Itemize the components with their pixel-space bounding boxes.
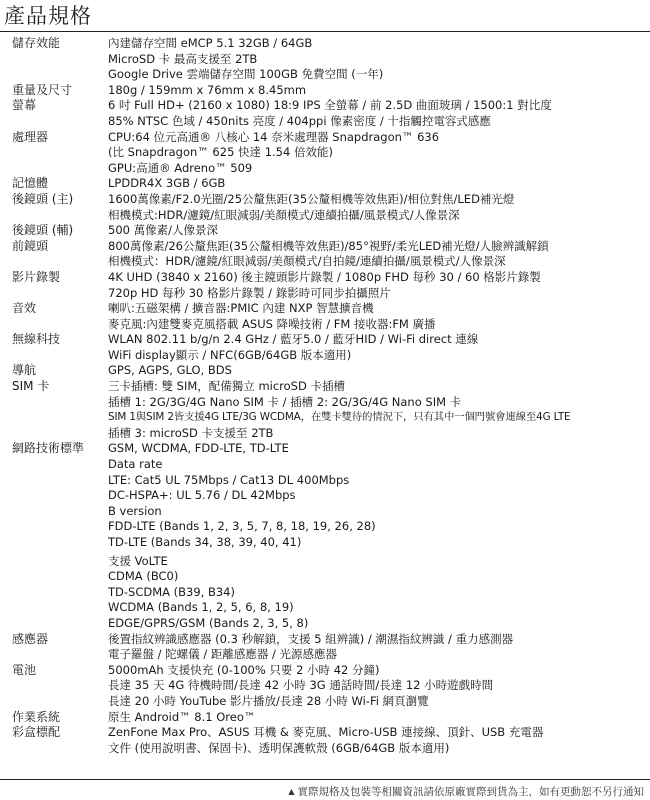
spec-value-line: 文件 (使用說明書、保固卡)、透明保護軟殼 (6GB/64GB 版本適用) <box>108 740 450 755</box>
spec-row <box>0 632 650 663</box>
spec-value-line: TD-SCDMA (B39, B34) <box>108 584 235 599</box>
spec-values <box>108 441 650 631</box>
spec-label: 音效 <box>12 301 37 316</box>
title-divider <box>0 31 650 32</box>
spec-value-line: LTE: Cat5 UL 75Mbps / Cat13 DL 400Mbps <box>108 472 350 487</box>
spec-values <box>108 176 650 192</box>
spec-value-line: 原生 Android™ 8.1 Oreo™ <box>108 709 256 724</box>
spec-value-line: SIM 1與SIM 2皆支援4G LTE/3G WCDMA，在雙卡雙待的情況下，只有其中一個門號會連線至4G LTE <box>108 411 571 424</box>
spec-value-line: 1600萬像素/F2.0光圈/25公釐焦距(35公釐相機等效焦距)/相位對焦/LED補光燈 <box>108 191 515 206</box>
spec-label: 重量及尺寸 <box>12 82 73 97</box>
spec-value-line: 6 吋 Full HD+ (2160 x 1080) 18:9 IPS 全螢幕 / 前 2.5D 曲面玻璃 / 1500:1 對比度 <box>108 98 552 113</box>
spec-row <box>0 192 650 223</box>
spec-value-line: WLAN 802.11 b/g/n 2.4 GHz / 藍牙5.0 / 藍牙HID / Wi-Fi direct 連線 <box>108 332 479 347</box>
spec-value-line: CDMA (BC0) <box>108 569 179 584</box>
spec-values <box>108 379 650 441</box>
spec-values <box>108 83 650 99</box>
spec-row <box>0 36 650 83</box>
spec-label: 作業系統 <box>12 709 61 724</box>
spec-value-line: 5000mAh 支援快充 (0-100% 只要 2 小時 42 分鐘) <box>108 662 380 677</box>
spec-row <box>0 83 650 99</box>
spec-value-line: 相機模式：HDR/濾鏡/紅眼減弱/美顏模式/自拍鏡/連續拍攝/風景模式/人像景深 <box>108 254 506 269</box>
spec-label: 網路技術標準 <box>12 441 85 456</box>
spec-value-line: WiFi display顯示 / NFC(6GB/64GB 版本適用) <box>108 347 352 362</box>
spec-value-line: 三卡插槽: 雙 SIM，配備獨立 microSD 卡插槽 <box>108 379 345 394</box>
spec-label: 影片錄製 <box>12 269 61 284</box>
spec-value-line: DC-HSPA+: UL 5.76 / DL 42Mbps <box>108 488 296 503</box>
spec-row <box>0 710 650 726</box>
bottom-divider <box>0 779 650 780</box>
spec-value-line: 喇叭:五磁架構 / 擴音器:PMIC 內建 NXP 智慧擴音機 <box>108 301 374 316</box>
spec-value-line: 內建儲存空間 eMCP 5.1 32GB / 64GB <box>108 36 313 50</box>
spec-row <box>0 663 650 710</box>
spec-table <box>0 36 650 756</box>
spec-value-line: B version <box>108 503 162 518</box>
spec-values <box>108 239 650 270</box>
spec-label: 電池 <box>12 662 37 677</box>
spec-label: 前鏡頭 <box>12 238 49 253</box>
spec-row <box>0 239 650 270</box>
spec-value-line: 後置指紋辨識感應器 (0.3 秒解鎖，支援 5 組辨識) / 潮濕指紋辨識 / 重力感測器 <box>108 631 514 646</box>
spec-value-line: 插槽 1: 2G/3G/4G Nano SIM 卡 / 插槽 2: 2G/3G/4G Nano SIM 卡 <box>108 394 462 409</box>
spec-value-line: 800萬像素/26公釐焦距(35公釐相機等效焦距)/85°視野/柔光LED補光燈/人臉辨識解鎖 <box>108 238 549 253</box>
spec-row <box>0 363 650 379</box>
spec-value-line: GPU:高通® Adreno™ 509 <box>108 160 253 175</box>
spec-value-line: 85% NTSC 色域 / 450nits 亮度 / 404ppi 像素密度 / 十指觸控電容式感應 <box>108 113 491 128</box>
spec-label: 導航 <box>12 363 37 378</box>
spec-value-line: MicroSD 卡 最高支援至 2TB <box>108 51 258 66</box>
spec-row <box>0 270 650 301</box>
spec-values <box>108 632 650 663</box>
page-title: 產品規格 <box>4 4 92 28</box>
spec-label: 無線科技 <box>12 332 61 347</box>
spec-row <box>0 223 650 239</box>
spec-value-line: Data rate <box>108 457 163 472</box>
spec-values <box>108 98 650 129</box>
spec-values <box>108 725 650 756</box>
spec-value-line: EDGE/GPRS/GSM (Bands 2, 3, 5, 8) <box>108 615 309 630</box>
spec-values <box>108 130 650 177</box>
triangle-up-icon: ▲ <box>288 787 295 796</box>
spec-values <box>108 301 650 332</box>
spec-value-line: 插槽 3: microSD 卡支援至 2TB <box>108 425 274 440</box>
spec-row <box>0 725 650 756</box>
spec-value-line: GSM, WCDMA, FDD-LTE, TD-LTE <box>108 441 289 456</box>
spec-value-line: FDD-LTE (Bands 1, 2, 3, 5, 7, 8, 18, 19, 26, 28) <box>108 519 376 534</box>
spec-values <box>108 663 650 710</box>
spec-row <box>0 98 650 129</box>
spec-value-line: 長達 35 天 4G 待機時間/長達 42 小時 3G 通話時間/長達 12 小時遊戲時間 <box>108 678 494 693</box>
spec-row <box>0 130 650 177</box>
spec-row <box>0 379 650 441</box>
spec-value-line: WCDMA (Bands 1, 2, 5, 6, 8, 19) <box>108 600 294 615</box>
spec-values <box>108 710 650 726</box>
spec-row <box>0 332 650 363</box>
spec-value-line: Google Drive 雲端儲存空間 100GB 免費空間 (一年) <box>108 67 384 82</box>
spec-value-line: LPDDR4X 3GB / 6GB <box>108 176 226 191</box>
spec-row <box>0 301 650 332</box>
spec-value-line: 相機模式:HDR/濾鏡/紅眼減弱/美顏模式/連續拍攝/風景模式/人像景深 <box>108 207 460 222</box>
spec-value-line: ZenFone Max Pro、ASUS 耳機 & 麥克風、Micro-USB 連接線、頂針、USB 充電器 <box>108 725 544 740</box>
spec-value-line: 電子羅盤 / 陀螺儀 / 距離感應器 / 光源感應器 <box>108 647 338 662</box>
spec-label: SIM 卡 <box>12 379 50 394</box>
spec-value-line: 180g / 159mm x 76mm x 8.45mm <box>108 82 307 97</box>
spec-value-line: 支援 VoLTE <box>108 553 168 568</box>
spec-label: 彩盒標配 <box>12 725 61 740</box>
spec-value-line: GPS, AGPS, GLO, BDS <box>108 363 232 378</box>
spec-label: 處理器 <box>12 129 49 144</box>
spec-row <box>0 441 650 631</box>
footer-text: 實際規格及包裝等相關資訊請依原廠實際到貨為主，如有更動恕不另行通知 <box>297 786 644 798</box>
spec-values <box>108 36 650 83</box>
spec-value-line: 麥克風:內建雙麥克風搭載 ASUS 降噪技術 / FM 接收器:FM 廣播 <box>108 316 436 331</box>
spec-values <box>108 223 650 239</box>
spec-label: 記憶體 <box>12 176 49 191</box>
spec-value-line: 長達 20 小時 YouTube 影片播放/長達 28 小時 Wi-Fi 網頁瀏覽 <box>108 693 429 708</box>
spec-value-line: 4K UHD (3840 x 2160) 後主鏡頭影片錄製 / 1080p FHD 每秒 30 / 60 格影片錄製 <box>108 269 541 284</box>
spec-label: 儲存效能 <box>12 36 61 50</box>
spec-value-line: (比 Snapdragon™ 625 快達 1.54 倍效能) <box>108 145 333 160</box>
spec-value-line: 720p HD 每秒 30 格影片錄製 / 錄影時可同步拍攝照片 <box>108 285 391 300</box>
spec-values <box>108 332 650 363</box>
spec-values <box>108 363 650 379</box>
spec-value-line: TD-LTE (Bands 34, 38, 39, 40, 41) <box>108 535 302 549</box>
spec-label: 後鏡頭 (主) <box>12 191 74 206</box>
footer-note <box>288 785 644 799</box>
spec-label: 感應器 <box>12 631 49 646</box>
spec-value-line: CPU:64 位元高通® 八核心 14 奈米處理器 Snapdragon™ 636 <box>108 129 440 144</box>
spec-values <box>108 192 650 223</box>
spec-label: 後鏡頭 (輔) <box>12 223 74 238</box>
spec-label: 螢幕 <box>12 98 37 113</box>
spec-values <box>108 270 650 301</box>
spec-row <box>0 176 650 192</box>
spec-value-line: 500 萬像素/人像景深 <box>108 223 218 238</box>
